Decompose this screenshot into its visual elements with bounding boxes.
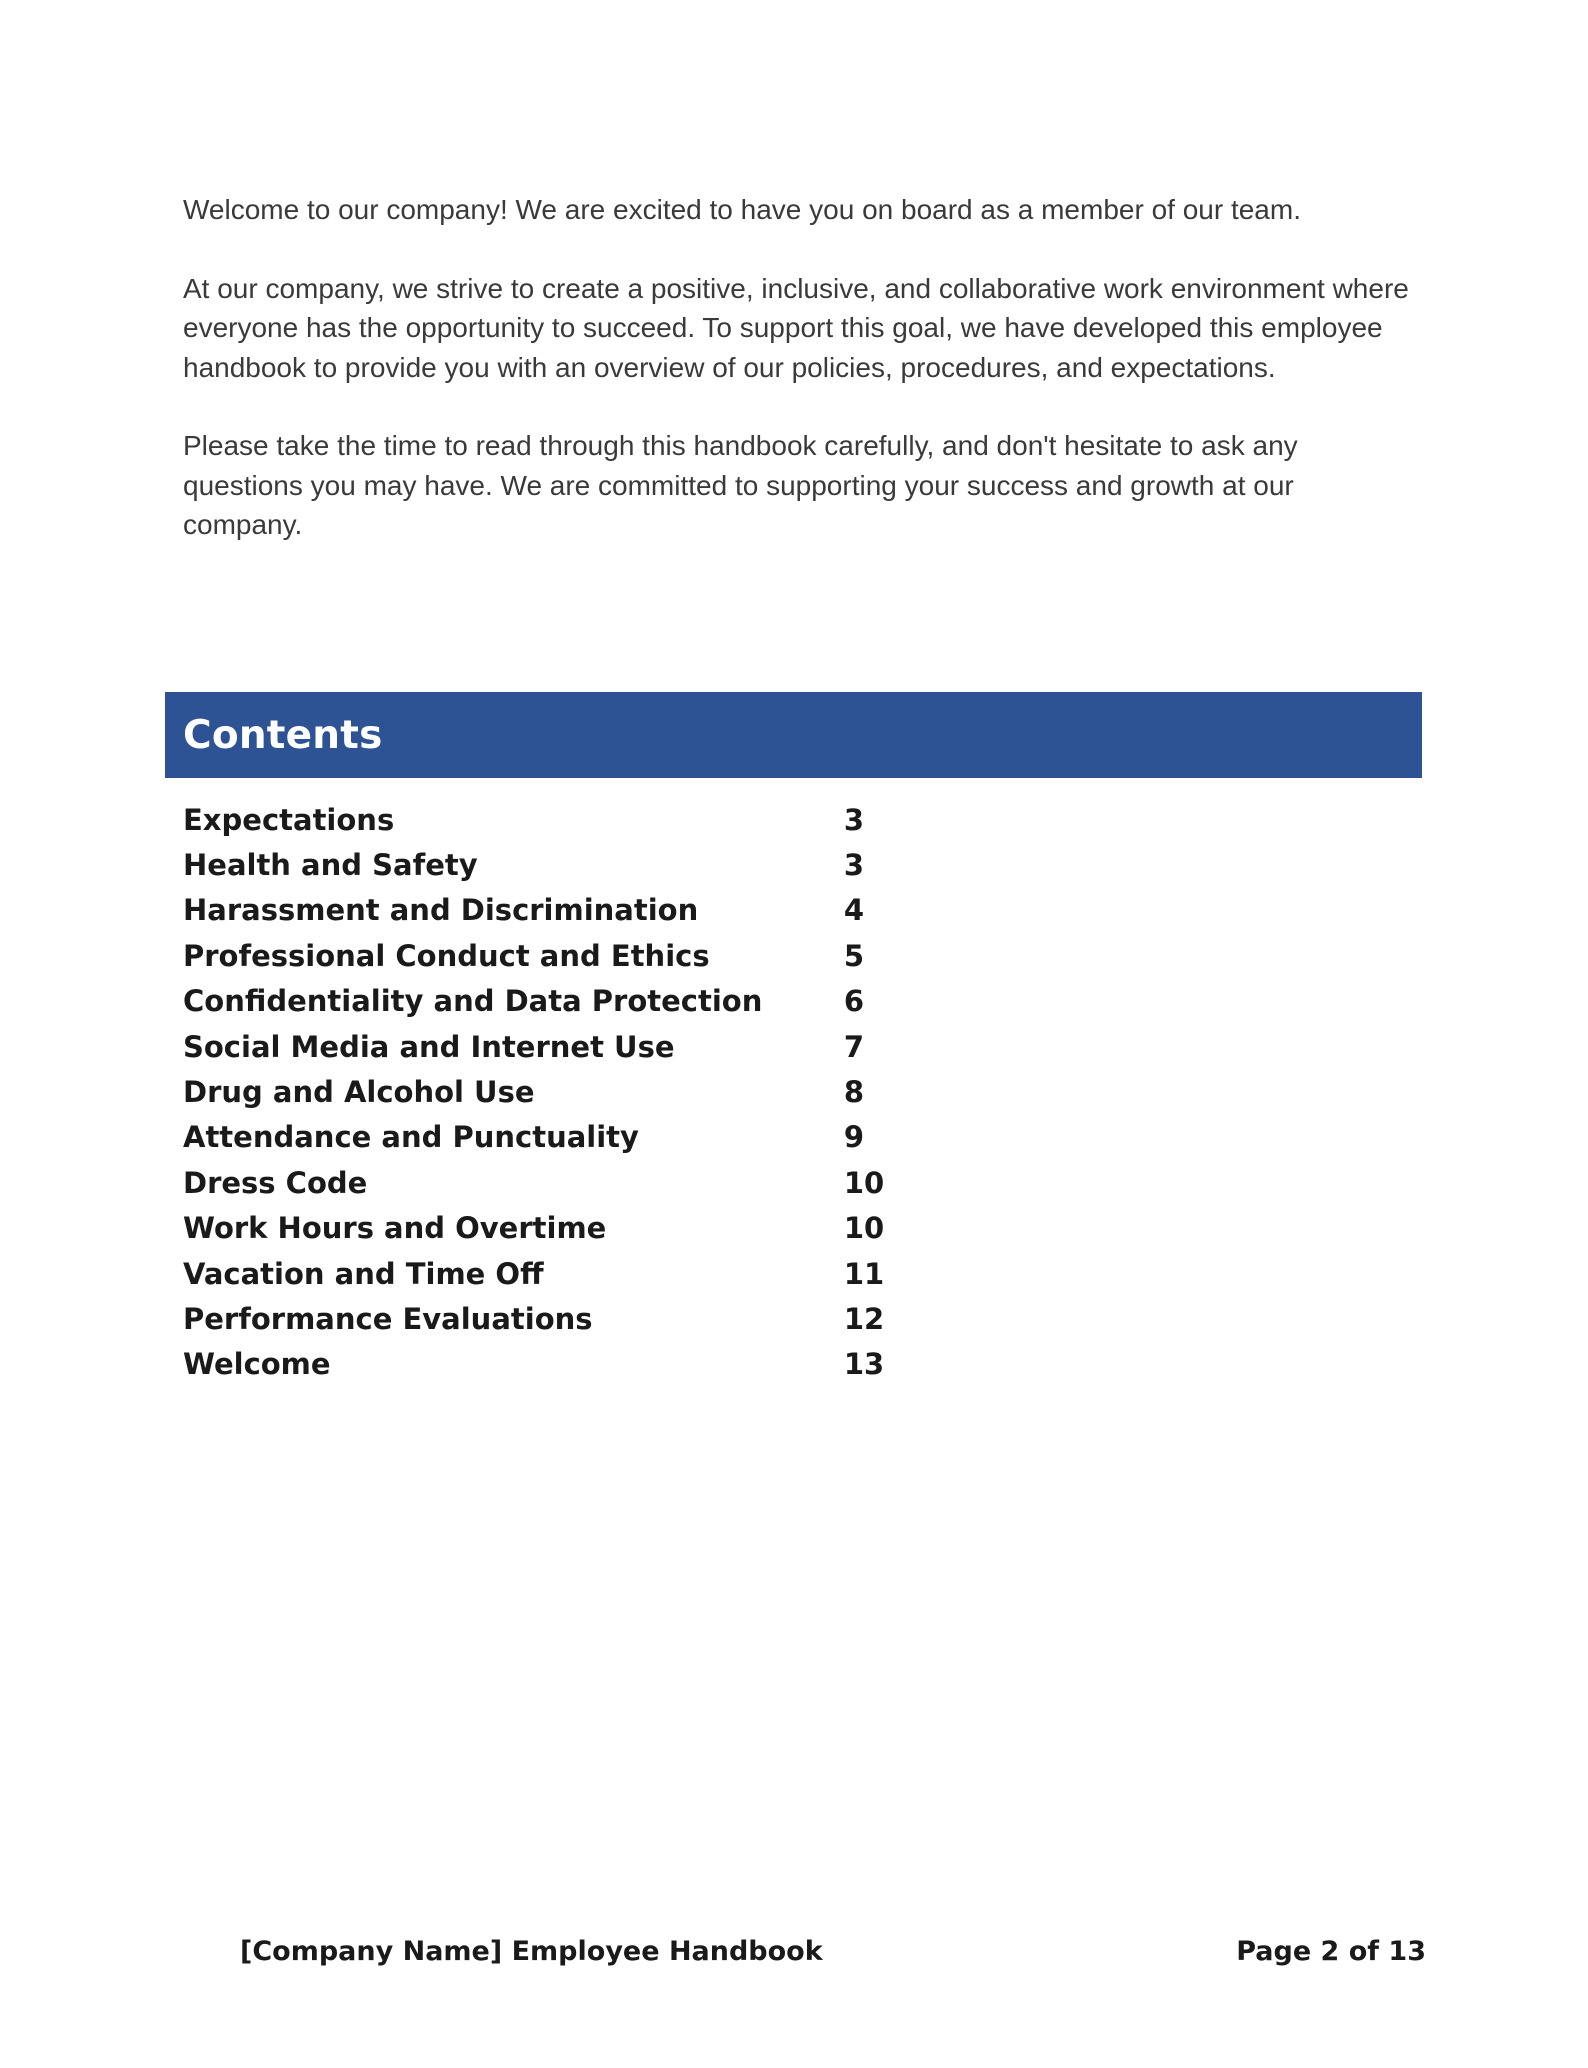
- intro-paragraph-welcome: Welcome to our company! We are excited to have you on board as a member of our team.: [183, 194, 1301, 225]
- toc-entry-page: 5: [843, 938, 865, 973]
- toc-entry-title: Health and Safety: [183, 848, 478, 883]
- toc-entry-title: Vacation and Time Off: [183, 1256, 544, 1291]
- toc-entry-page: 6: [843, 984, 865, 1019]
- toc-entry-page: 10: [843, 1165, 885, 1200]
- toc-entry[interactable]: [183, 933, 903, 978]
- contents-banner: [165, 692, 1422, 778]
- contents-heading: Contents: [183, 712, 383, 758]
- toc-entry[interactable]: [183, 1342, 903, 1387]
- toc-entry-title: Drug and Alcohol Use: [183, 1075, 535, 1110]
- toc-entry-title: Work Hours and Overtime: [183, 1211, 607, 1246]
- footer-page-indicator: Page 2 of 13: [1236, 1936, 1426, 1967]
- toc-entry-page: 12: [843, 1301, 885, 1336]
- table-of-contents: [183, 797, 903, 1387]
- toc-entry[interactable]: [183, 888, 903, 933]
- intro-paragraph-environment: At our company, we strive to create a positive, inclusive, and collaborative work environment where everyone has the opportunity to succeed. To support this goal, we have developed this employee handbook to provide you with an overview of our policies, procedures, and expectations.: [183, 272, 1409, 383]
- toc-entry-title: Harassment and Discrimination: [183, 893, 699, 928]
- toc-entry-page: 8: [843, 1075, 865, 1110]
- toc-entry[interactable]: [183, 1206, 903, 1251]
- toc-entry[interactable]: [183, 797, 903, 842]
- footer-document-title: [Company Name] Employee Handbook: [240, 1936, 823, 1967]
- toc-entry-title: Dress Code: [183, 1165, 368, 1200]
- toc-entry-page: 3: [843, 802, 865, 837]
- toc-entry[interactable]: [183, 1024, 903, 1069]
- toc-entry[interactable]: [183, 1296, 903, 1341]
- toc-entry[interactable]: [183, 1160, 903, 1205]
- toc-entry-page: 7: [843, 1029, 865, 1064]
- toc-entry-title: Welcome: [183, 1347, 331, 1382]
- toc-entry-title: Attendance and Punctuality: [183, 1120, 639, 1155]
- toc-entry[interactable]: [183, 842, 903, 887]
- intro-paragraph-read-handbook: Please take the time to read through this handbook carefully, and don't hesitate to ask any questions you may have. We are committed to supporting your success and growth at our company.: [183, 430, 1298, 540]
- toc-entry-title: Professional Conduct and Ethics: [183, 938, 710, 973]
- toc-entry-page: 4: [843, 893, 865, 928]
- toc-entry-title: Social Media and Internet Use: [183, 1029, 675, 1064]
- toc-entry-title: Expectations: [183, 802, 395, 837]
- toc-entry-page: 3: [843, 848, 865, 883]
- toc-entry-title: Performance Evaluations: [183, 1301, 593, 1336]
- toc-entry[interactable]: [183, 1069, 903, 1114]
- toc-entry-page: 11: [843, 1256, 885, 1291]
- toc-entry[interactable]: [183, 1251, 903, 1296]
- toc-entry[interactable]: [183, 979, 903, 1024]
- toc-entry-page: 13: [843, 1347, 885, 1382]
- toc-entry-title: Confidentiality and Data Protection: [183, 984, 763, 1019]
- toc-entry-page: 9: [843, 1120, 865, 1155]
- toc-entry[interactable]: [183, 1115, 903, 1160]
- intro-section: [183, 190, 1413, 584]
- toc-entry-page: 10: [843, 1211, 885, 1246]
